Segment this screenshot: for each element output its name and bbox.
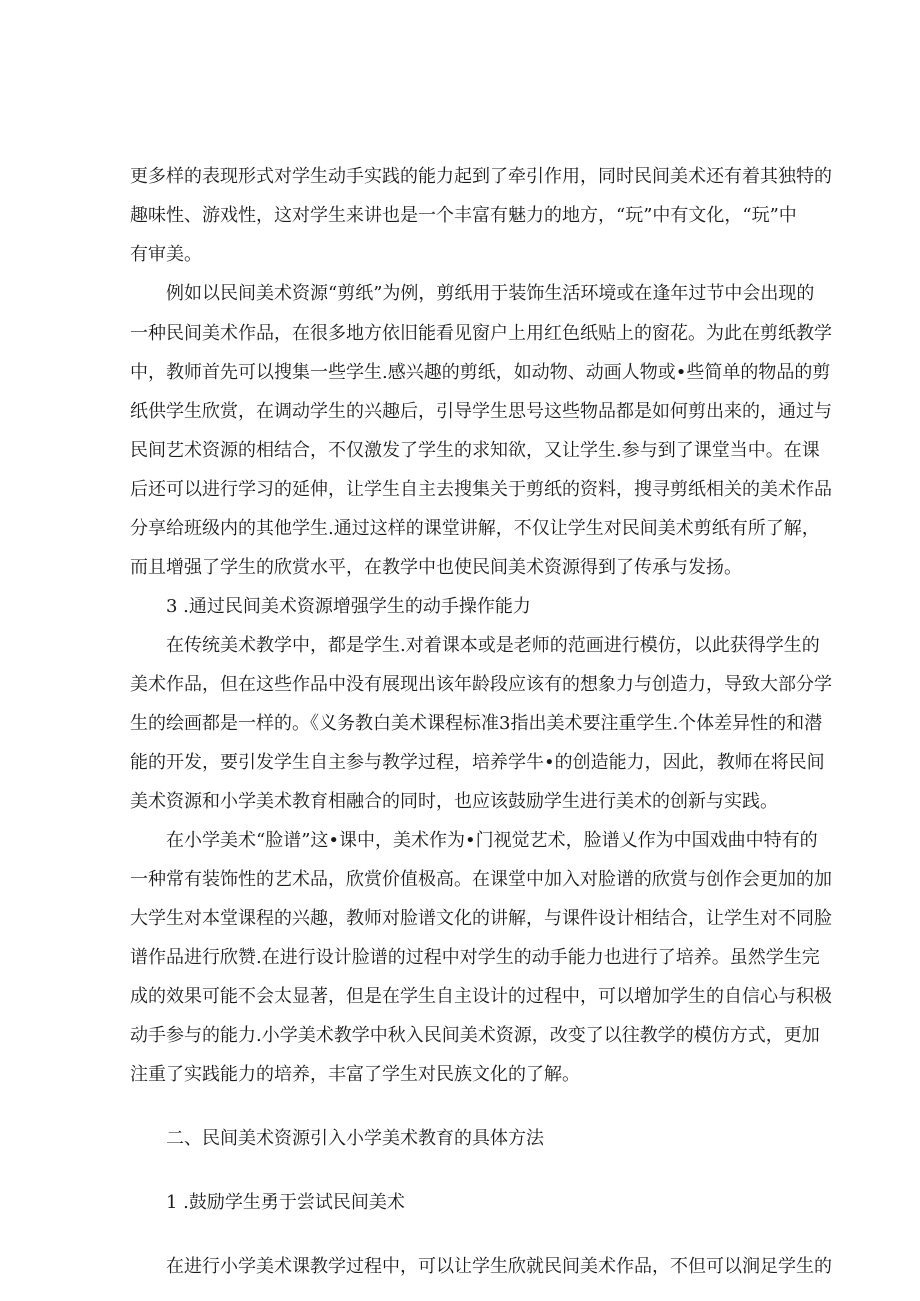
paragraph-3-line-4: 能的开发，要引发学生自主参与教学过程，培养学牛•的创造能力，因此，教师在将民间	[130, 752, 825, 773]
paragraph-5-line-1: 在进行小学美术课教学过程中，可以让学生欣就民间美术作品，不但可以涧足学生的	[166, 1256, 832, 1277]
section-2-heading: 二、民间美术资源引入小学美术教育的具体方法	[166, 1128, 544, 1149]
paragraph-2-line-7: 分享给班级内的其他学生.通过这样的课堂讲解，不仅让学生对民间美术剪纸有所了解，	[130, 518, 820, 539]
paragraph-2-line-8: 而且增强了学生的欣赏水平，在教学中也使民间美术资源得到了传承与发扬。	[130, 557, 742, 578]
paragraph-4-line-4: 谱作品进行欣赞.在进行设计脸谱的过程中对学生的动手能力也进行了培养。虽然学生完	[130, 947, 820, 968]
paragraph-4-line-3: 大学生对本堂课程的兴趣，教师对脸谱文化的讲解，与课件设计相结合，让学生对不同脸	[130, 908, 832, 929]
paragraph-4-line-5: 成的效果可能不会太显著，但是在学生自主设计的过程中，可以增加学生的自信心与积极	[130, 986, 832, 1007]
paragraph-4-line-1: 在小学美术“脸谱”这•课中，美术作为•门视觉艺术，脸谱乂作为中国戏曲中特有的	[166, 830, 818, 851]
paragraph-2-line-2: 一种民间美术作品，在很多地方依旧能看见窗户上用红色纸贴上的窗花。为此在剪纸教学	[130, 323, 832, 344]
paragraph-2-line-6: 后还可以进行学习的延伸，让学生自主去搜集关于剪纸的资料，搜寻剪纸相关的美术作品	[130, 479, 832, 500]
paragraph-3-line-3: 生的绘画都是一样的。《义务教白美术课程标准3指出美术要注重学生.个体差异性的和潜	[130, 713, 823, 734]
paragraph-1-line-2: 趣味性、游戏性，这对学生来讲也是一个丰富有魅力的地方，“玩”中有文化，“玩”中	[130, 205, 797, 226]
paragraph-3-line-1: 在传统美术教学中，都是学生.对着课本或是老师的范画进行模仿，以此获得学生的	[166, 635, 820, 656]
subsection-1-heading: 1 .鼓励学生勇于尝试民间美术	[166, 1192, 405, 1213]
paragraph-2-line-1: 例如以民间美术资源“剪纸”为例，剪纸用于装饰生活环境或在逢年过节中会出现的	[166, 283, 815, 304]
paragraph-2-line-3: 中，教师首先可以搜集一些学生.感兴趣的剪纸，如动物、动画人物或•些简单的物品的剪	[130, 362, 831, 383]
section-3-heading: 3 .通过民间美术资源增强学生的动手操作能力	[166, 596, 531, 617]
paragraph-2-line-4: 纸供学生欣赏，在调动学生的兴趣后，引导学生思号这些物品都是如何剪出来的，通过与	[130, 401, 832, 422]
paragraph-4-line-2: 一种常有装饰性的艺术品，欣赏价值极高。在课堂中加入对脸谱的欣赏与创作会更加的加	[130, 869, 832, 890]
paragraph-3-line-2: 美术作品，但在这些作品中没有展现出该年龄段应该有的想象力与创造力，导致大部分学	[130, 674, 832, 695]
paragraph-4-line-6: 动手参与的能力.小学美术教学中秋入民间美术资源，改变了以往教学的模仿方式，更加	[130, 1025, 820, 1046]
paragraph-1-line-3: 有审美。	[130, 244, 202, 265]
paragraph-2-line-5: 民间艺术资源的相结合，不仅激发了学生的求知欲，又让学生.参与到了课堂当中。在课	[130, 440, 820, 461]
paragraph-4-line-7: 注重了实践能力的培养，丰富了学生对民族文化的了解。	[130, 1064, 580, 1085]
paragraph-1-line-1: 更多样的表现形式对学生动手实践的能力起到了牵引作用，同时民间美术还有着其独特的	[130, 166, 832, 187]
paragraph-3-line-5: 美术资源和小学美术教育相融合的同时，也应该鼓励学生进行美术的创新与实践。	[130, 791, 778, 812]
